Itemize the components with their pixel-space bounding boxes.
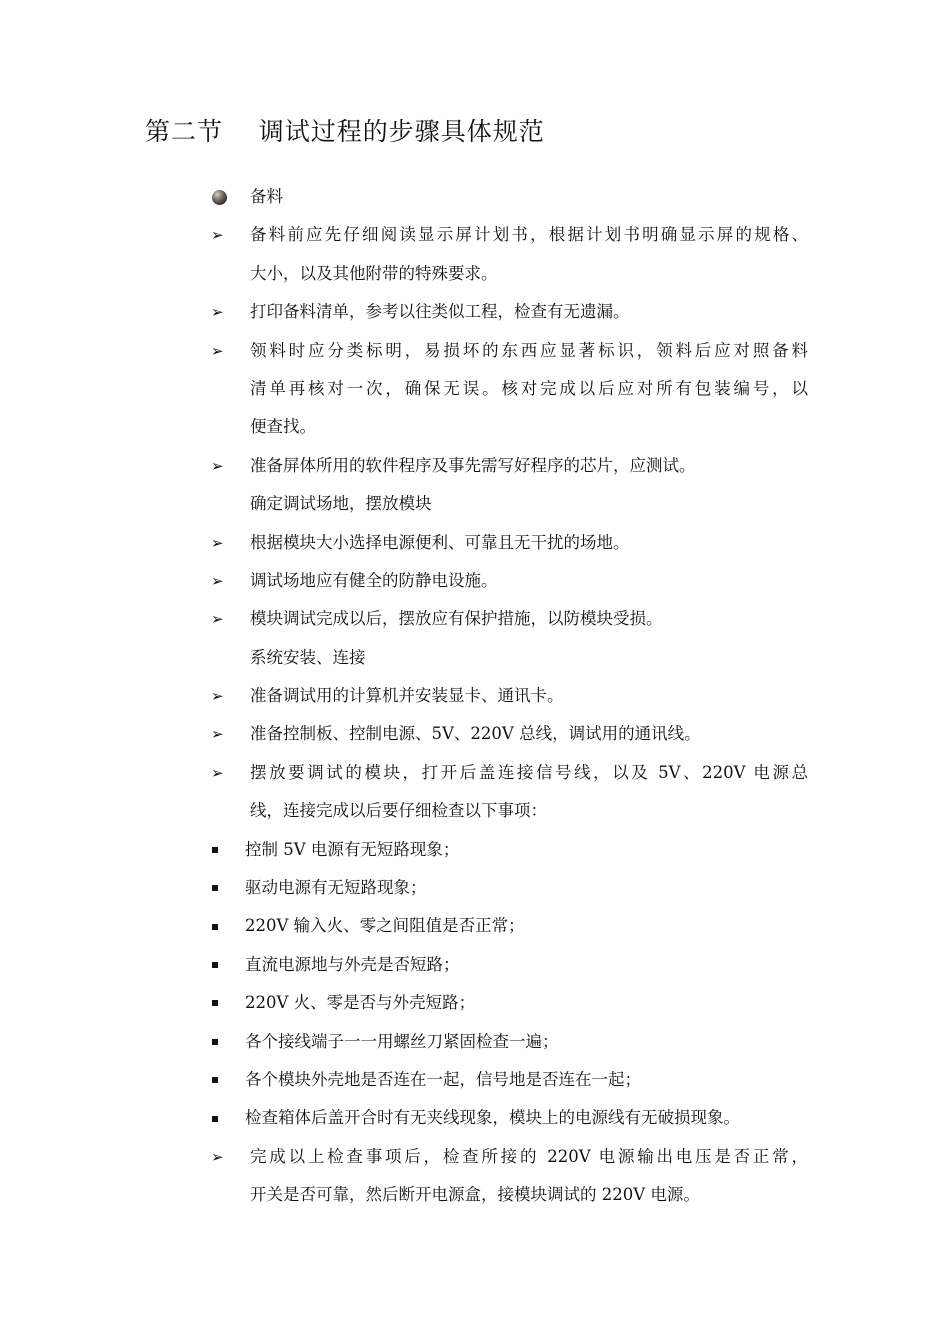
square-bullet-icon: [212, 907, 218, 945]
list-item-text: 开关是否可靠，然后断开电源盒，接模块调试的 220V 电源。: [250, 1185, 700, 1205]
arrow-bullet-icon: ➢: [211, 303, 224, 322]
arrow-bullet-icon: ➢: [211, 571, 224, 590]
list-item-text: 直流电源地与外壳是否短路；: [245, 954, 460, 974]
square-bullet-icon: [212, 946, 218, 984]
list-item: [0, 792, 950, 830]
list-item: [0, 524, 950, 562]
square-bullet-icon: [212, 1023, 218, 1061]
square-bullet-icon: [212, 1061, 218, 1099]
list-item-text: 准备调试用的计算机并安装显卡、通讯卡。: [250, 686, 564, 706]
list-item-text: 调试场地应有健全的防静电设施。: [250, 570, 498, 590]
square-bullet-icon: [212, 984, 218, 1022]
list-item-text: 确定调试场地，摆放模块: [250, 494, 432, 514]
list-item-text: 准备屏体所用的软件程序及事先需写好程序的芯片，应测试。: [250, 455, 696, 475]
list-item: [0, 831, 950, 869]
arrow-bullet-icon: ➢: [211, 533, 224, 552]
list-item: [0, 255, 950, 293]
list-item: [0, 600, 950, 638]
list-item: [0, 1099, 950, 1137]
list-item-text: 220V 输入火、零之间阻值是否正常；: [245, 916, 525, 936]
square-bullet-icon: [212, 831, 218, 869]
list-item: [0, 562, 950, 600]
list-item-text: 领料时应分类标明，易损坏的东西应显著标识，领料后应对照备料: [250, 340, 808, 360]
list-item: [0, 216, 950, 254]
arrow-bullet-icon: ➢: [211, 1147, 224, 1166]
list-item-text: 模块调试完成以后，摆放应有保护措施，以防模块受损。: [250, 609, 663, 629]
section-title: 第二节 调试过程的步骤具体规范: [145, 117, 545, 146]
list-item-text: 准备控制板、控制电源、5V、220V 总线，调试用的通讯线。: [250, 724, 701, 744]
list-item: [0, 1138, 950, 1176]
list-item-text: 完成以上检查事项后，检查所接的 220V 电源输出电压是否正常，: [250, 1146, 808, 1166]
list-item: [0, 1023, 950, 1061]
list-item: [0, 869, 950, 907]
list-item-text: 线，连接完成以后要仔细检查以下事项：: [250, 801, 547, 821]
list-item: [0, 370, 950, 408]
arrow-bullet-icon: ➢: [211, 226, 224, 245]
list-item-text: 系统安装、连接: [250, 647, 366, 667]
list-item: [0, 485, 950, 523]
arrow-bullet-icon: ➢: [211, 725, 224, 744]
list-item-text: 备料前应先仔细阅读显示屏计划书，根据计划书明确显示屏的规格、: [250, 225, 808, 245]
list-item: [0, 715, 950, 753]
list-item-text: 各个模块外壳地是否连在一起，信号地是否连在一起；: [245, 1069, 641, 1089]
arrow-bullet-icon: ➢: [211, 341, 224, 360]
list-item: [0, 1176, 950, 1214]
list-item: [0, 677, 950, 715]
list-item-text: 根据模块大小选择电源便利、可靠且无干扰的场地。: [250, 532, 630, 552]
list-item: [0, 447, 950, 485]
list-item: [0, 907, 950, 945]
ball-bullet-icon: [212, 178, 227, 216]
procedure-list: [0, 178, 950, 1215]
arrow-bullet-icon: ➢: [211, 763, 224, 782]
list-item: [0, 178, 950, 216]
list-item-text: 摆放要调试的模块，打开后盖连接信号线，以及 5V、220V 电源总: [250, 762, 808, 782]
arrow-bullet-icon: ➢: [211, 687, 224, 706]
list-item: [0, 1061, 950, 1099]
arrow-bullet-icon: ➢: [211, 610, 224, 629]
list-item: [0, 984, 950, 1022]
list-item-text: 各个接线端子一一用螺丝刀紧固检查一遍；: [245, 1031, 559, 1051]
arrow-bullet-icon: ➢: [211, 456, 224, 475]
list-item-text: 驱动电源有无短路现象；: [245, 878, 427, 898]
list-item-text: 检查箱体后盖开合时有无夹线现象，模块上的电源线有无破损现象。: [245, 1108, 740, 1128]
list-item-text: 控制 5V 电源有无短路现象；: [245, 839, 460, 859]
list-item: [0, 754, 950, 792]
square-bullet-icon: [212, 869, 218, 907]
list-item-text: 清单再核对一次，确保无误。核对完成以后应对所有包装编号，以: [250, 378, 808, 398]
list-item-text: 备料: [250, 187, 283, 206]
list-item: [0, 946, 950, 984]
square-bullet-icon: [212, 1099, 218, 1137]
list-item: [0, 293, 950, 331]
list-item: [0, 332, 950, 370]
list-item: [0, 408, 950, 446]
list-item-text: 220V 火、零是否与外壳短路；: [245, 993, 476, 1013]
list-item-text: 大小，以及其他附带的特殊要求。: [250, 263, 498, 283]
list-item: [0, 639, 950, 677]
list-item-text: 打印备料清单，参考以往类似工程，检查有无遗漏。: [250, 302, 630, 322]
list-item-text: 便查找。: [250, 417, 316, 437]
